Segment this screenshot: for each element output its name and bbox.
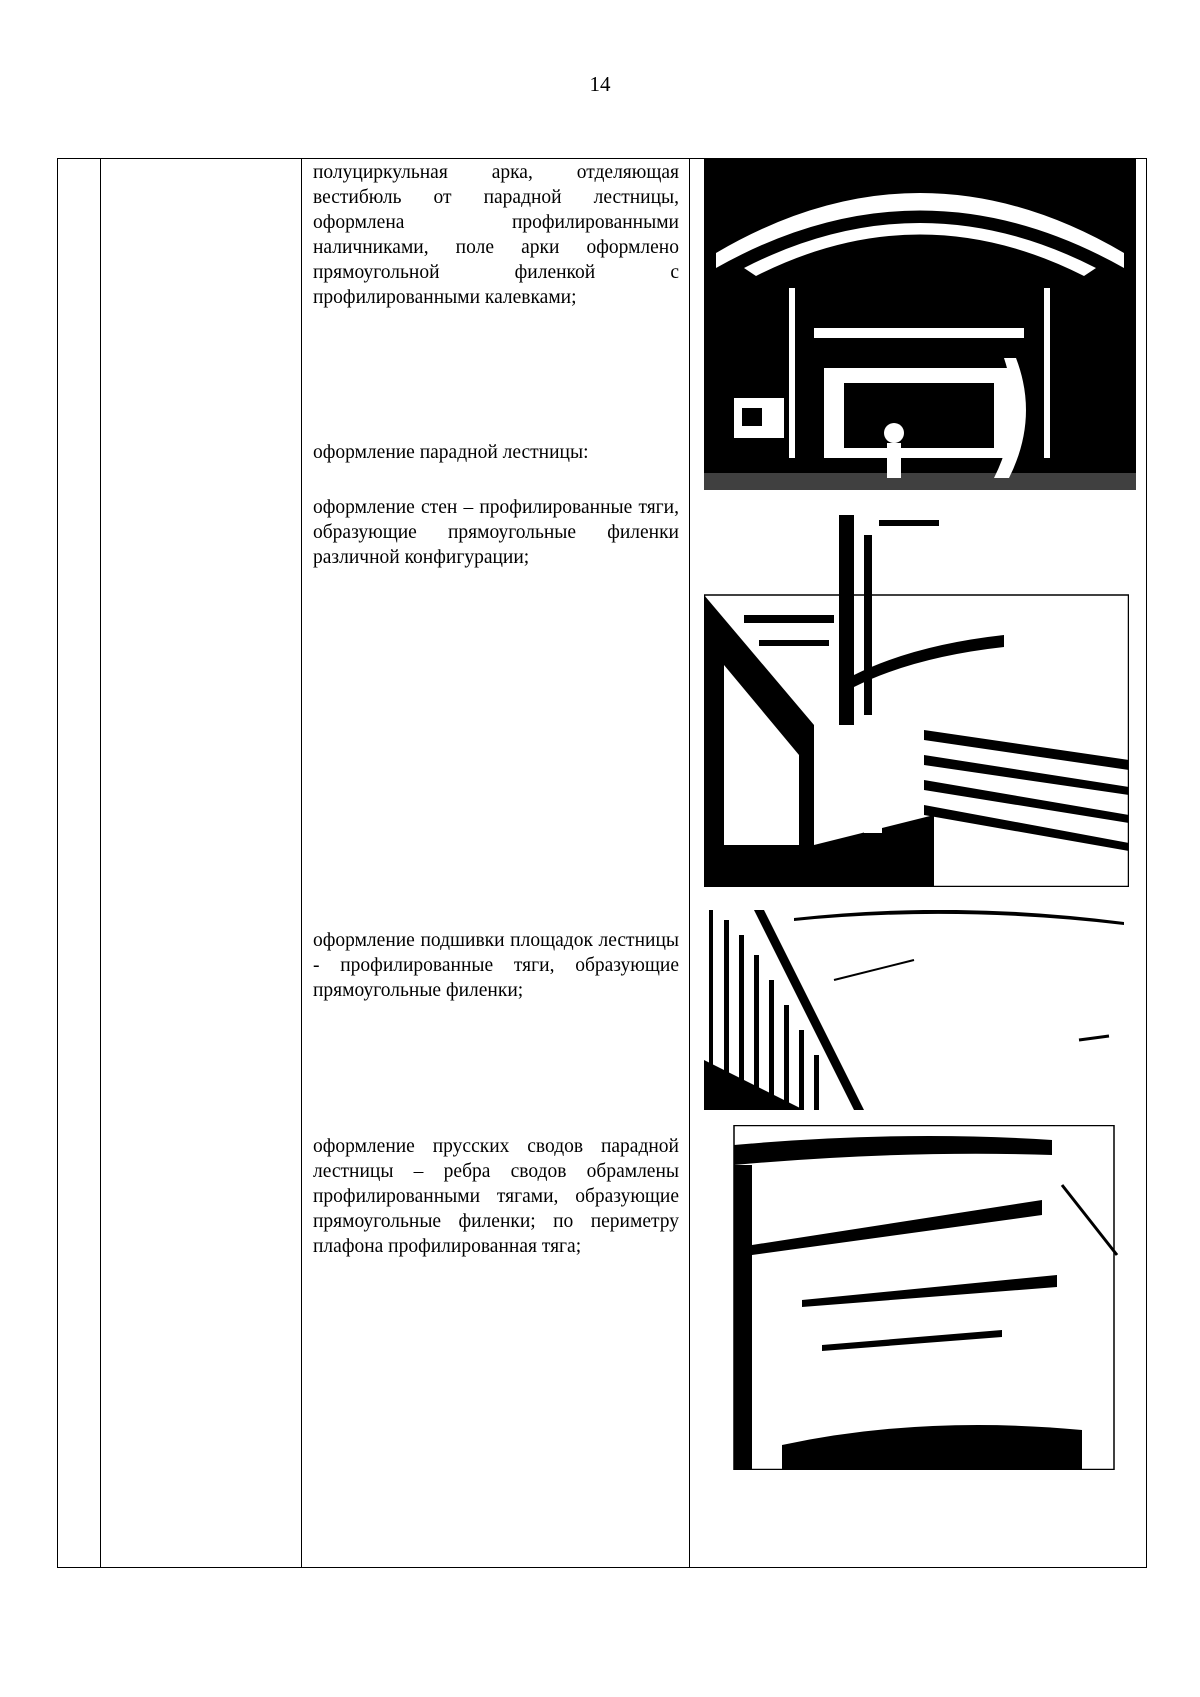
photo-arch <box>704 158 1136 490</box>
description-prussian-vaults: оформление прусских сводов парадной лестницы – ребра сводов обрамлены профилированными тягами, образующие прямоугольные филенки; по периметру плафона профилированная тяга; <box>313 1136 679 1257</box>
column-divider-1 <box>100 159 101 1567</box>
photo-landing-soffit <box>704 910 1129 1110</box>
page-number: 14 <box>589 72 611 96</box>
column-divider-2 <box>301 159 302 1567</box>
photo-staircase-walls <box>704 515 1129 887</box>
column-divider-3 <box>689 159 690 1567</box>
photo-prussian-vaults <box>722 1125 1127 1470</box>
description-landing-soffit: оформление подшивки площадок лестницы - профилированные тяги, образующие прямоугольные филенки; <box>313 930 679 1001</box>
description-arch: полуциркульная арка, отделяющая вестибюль от парадной лестницы, оформлена профилированными наличниками, поле арки оформлено прямоугольной филенкой с профилированными калевками; <box>313 162 679 308</box>
description-staircase-heading: оформление парадной лестницы: <box>313 442 589 463</box>
description-walls: оформление стен – профилированные тяги, образующие прямоугольные филенки различной конфигурации; <box>313 497 679 568</box>
